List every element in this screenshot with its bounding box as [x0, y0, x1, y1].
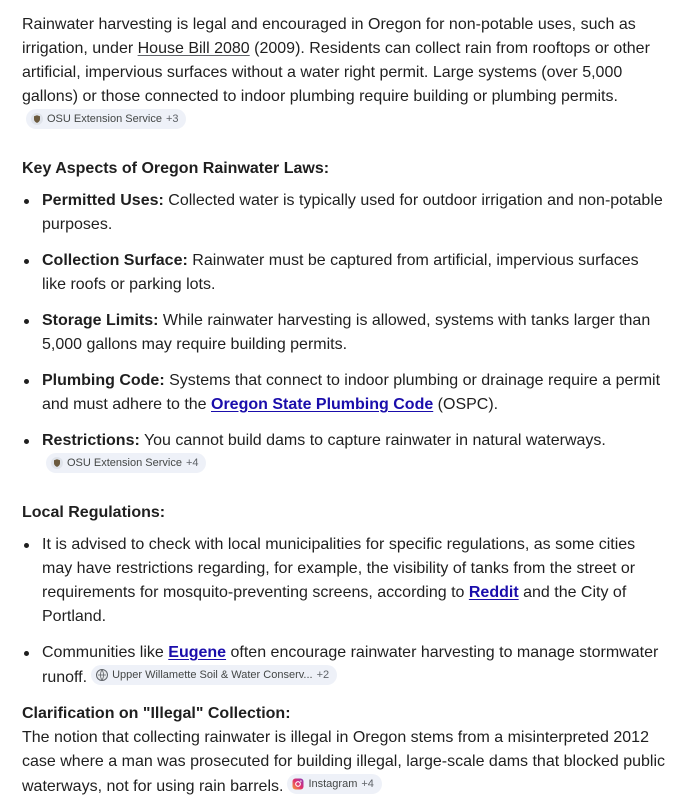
intro-paragraph: [22, 13, 667, 134]
key-aspects-list: [22, 189, 667, 478]
local-regulations-list: [22, 533, 667, 690]
list-item: [22, 189, 667, 237]
key-aspects-heading: Key Aspects of Oregon Rainwater Laws:: [22, 160, 330, 177]
list-item: [22, 369, 667, 417]
list-item-term: Plumbing Code:: [42, 372, 165, 389]
source-chip-label: OSU Extension Service: [67, 457, 182, 469]
list-item-term: Permitted Uses:: [42, 192, 164, 209]
list-item: [22, 429, 667, 478]
list-item-text: often encourage rainwater harvesting to manage stormwater runoff.: [42, 644, 659, 686]
source-chip-instagram[interactable]: [287, 774, 381, 794]
local-regulations-heading: Local Regulations:: [22, 504, 166, 521]
source-chip-osu[interactable]: [26, 109, 186, 129]
list-item-text: (OSPC).: [433, 396, 499, 413]
ospc-link[interactable]: Oregon State Plumbing Code: [211, 396, 434, 413]
shield-icon: [51, 457, 63, 469]
list-item-text: and the City of Portland.: [42, 584, 627, 625]
list-item-text: Systems that connect to indoor plumbing or drainage require a permit and must adhere to the: [42, 372, 661, 413]
list-item-text: You cannot build dams to capture rainwater in natural waterways.: [139, 432, 606, 449]
list-item: [22, 533, 667, 629]
list-item: [22, 249, 667, 297]
reddit-link[interactable]: Reddit: [468, 584, 519, 601]
list-item-text: Collected water is typically used for outdoor irrigation and non-potable purposes.: [42, 192, 663, 233]
source-chip-count: +2: [316, 669, 330, 681]
source-chip-label: Instagram: [308, 778, 358, 790]
list-item-text: It is advised to check with local municipalities for specific regulations, as some cities may have restrictions regarding, for example, the visibility of tanks from the street or requirements for mosquito-preventing screens, according to: [42, 536, 636, 601]
intro-text-2: (2009). Residents can collect rain from rooftops or other artificial, impervious surfaces without a water right permit. Large systems (over 5,000 gallons) or those connected to indoor plumbing require building or plumbing permits.: [22, 40, 650, 105]
source-chip-count: +4: [361, 778, 374, 790]
list-item-term: Collection Surface:: [42, 252, 188, 269]
source-chip-count: +3: [165, 113, 179, 125]
list-item-text: Communities like: [42, 644, 169, 661]
intro-text: Rainwater harvesting is legal and encouraged in Oregon for non-potable uses, such as irrigation, under: [22, 16, 636, 57]
source-chip-label: OSU Extension Service: [47, 113, 162, 125]
clarification-heading: Clarification on "Illegal" Collection:: [22, 705, 291, 722]
list-item-text: Rainwater must be captured from artificial, impervious surfaces like roofs or parking lots.: [42, 252, 639, 293]
globe-icon: [96, 669, 108, 681]
clarification-text: The notion that collecting rainwater is illegal in Oregon stems from a misinterpreted 2012 case where a man was prosecuted for building illegal, large-scale dams that blocked public waterways, not for using rain barrels.: [22, 729, 666, 795]
list-item: [22, 309, 667, 357]
list-item: [22, 641, 667, 690]
clarification-paragraph: [22, 726, 667, 799]
source-chip-count: +4: [185, 457, 199, 469]
house-bill-link[interactable]: House Bill 2080: [137, 40, 250, 57]
source-chip-uwswcd[interactable]: [91, 665, 337, 685]
shield-icon: [31, 113, 43, 125]
eugene-link[interactable]: Eugene: [168, 644, 227, 661]
instagram-icon: [292, 778, 304, 790]
list-item-text: While rainwater harvesting is allowed, systems with tanks larger than 5,000 gallons may require building permits.: [42, 312, 651, 353]
source-chip-osu[interactable]: [46, 453, 206, 473]
list-item-term: Restrictions:: [42, 432, 140, 449]
source-chip-label: Upper Willamette Soil & Water Conserv...: [112, 669, 313, 681]
list-item-term: Storage Limits:: [42, 312, 159, 329]
